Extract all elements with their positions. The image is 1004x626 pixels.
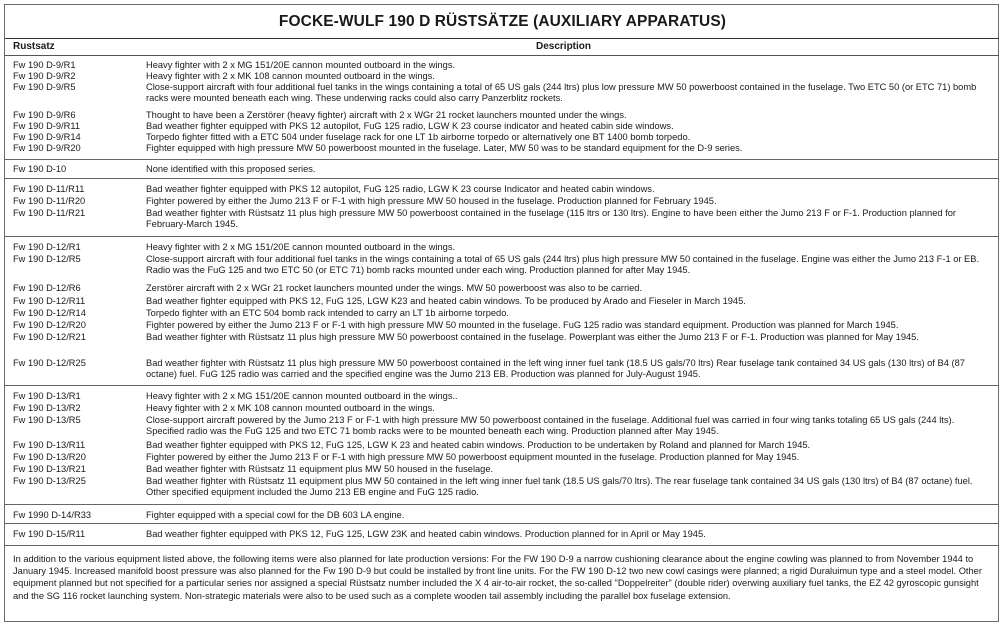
group-separator: [5, 178, 999, 179]
row-description: Bad weather fighter equipped with PKS 12 autopilot, FuG 125 radio, LGW K 23 course Indicator and heated cabin windows.: [146, 184, 655, 194]
rustsatz-code: Fw 190 D-12/R11: [13, 296, 86, 306]
rustsatz-code: Fw 190 D-13/R1: [13, 391, 81, 401]
row-description: Fighter powered by either the Jumo 213 F or F-1 with high pressure MW 50 powerboost equipment mounted in the fuselage. Production planned for May 1945.: [146, 452, 800, 462]
group-separator: [5, 504, 999, 505]
rustsatz-code: Fw 190 D-9/R5: [13, 82, 76, 92]
row-description: Heavy fighter with 2 x MG 151/20E cannon mounted outboard in the wings..: [146, 391, 458, 401]
title-rule: [5, 38, 999, 39]
rustsatz-code: Fw 190 D-11/R21: [13, 208, 86, 218]
group-separator: [5, 236, 999, 237]
rustsatz-code: Fw 190 D-9/R20: [13, 143, 81, 153]
row-description: Close-support aircraft powered by the Jumo 213 F or F-1 with high pressure MW 50 powerboost contained in the fuselage. Additional fuel was carried in four wing tanks totaling 65 US gals (244 lts). Specified radio was the FuG 125 and two ETC 71 bomb racks were to be mounted beneath each wing. Production planned after May 1945.: [146, 415, 955, 436]
row-description: Fighter equipped with a special cowl for the DB 603 LA engine.: [146, 510, 405, 520]
row-description: Torpedo fighter with an ETC 504 bomb rack intended to carry an LT 1b airborne torpedo.: [146, 308, 509, 318]
row-description: Close-support aircraft with four additional fuel tanks in the wings containing a total of 65 US gals (244 ltrs) plus low pressure MW 50 powerboost contained in the fuselage. Two ETC 50 (or ETC 71) bomb racks were mounted beneath each wing. These underwing racks could also carry Panzerblitz rockets.: [146, 82, 977, 103]
row-description: Heavy fighter with 2 x MK 108 cannon mounted outboard in the wings.: [146, 403, 435, 413]
group-separator: [5, 159, 999, 160]
row-description: Zerstörer aircraft with 2 x WGr 21 rocket launchers mounted under the wings. MW 50 powerboost was also to be carried.: [146, 283, 643, 293]
row-description: Bad weather fighter with Rüstsatz 11 plus high pressure MW 50 powerboost contained in the left wing inner fuel tank (18.5 US gals/70 ltrs) Rear fuselage tank contained 34 US gals (130 ltrs) of B4 (87 octane) fuel. FuG 125 radio was carried and the specified engine was the Jumo 213 EB. Production was planned for July-August 1945.: [146, 358, 965, 379]
rustsatz-code: Fw 190 D-9/R2: [13, 71, 76, 81]
rustsatz-code: Fw 190 D-9/R6: [13, 110, 76, 120]
column-header-rustsatz: Rustsatz: [13, 41, 55, 52]
row-description: Fighter powered by either the Jumo 213 F or F-1 with high pressure MW 50 housed in the fuselage. Production planned for February 1945.: [146, 196, 717, 206]
row-description: None identified with this proposed series.: [146, 164, 316, 174]
rustsatz-code: Fw 190 D-13/R11: [13, 440, 86, 450]
rustsatz-code: Fw 190 D-12/R1: [13, 242, 81, 252]
rustsatz-code: Fw 190 D-13/R25: [13, 476, 86, 486]
page-title: FOCKE-WULF 190 D RÜSTSÄTZE (AUXILIARY APPARATUS): [278, 13, 727, 30]
row-description: Bad weather fighter with Rüstsatz 11 equipment plus MW 50 contained in the left wing inner fuel tank (18.5 US gals/70 ltrs). The rear fuselage tank contained 34 US gals (130 ltrs) of B4 (87 octane) fuel. Other specified equipment included the Jumo 213 EB engine and FuG 125 radio.: [146, 476, 973, 497]
row-description: Bad weather fighter equipped with PKS 12, FuG 125, LGW 23K and heated cabin windows. Production planned for in April or May 1945.: [146, 529, 706, 539]
rustsatz-code: Fw 190 D-10: [13, 164, 67, 174]
rustsatz-code: Fw 190 D-12/R14: [13, 308, 86, 318]
rustsatz-code: Fw 190 D-13/R21: [13, 464, 86, 474]
rustsatz-code: Fw 190 D-12/R21: [13, 332, 86, 342]
rustsatz-code: Fw 190 D-9/R11: [13, 121, 80, 131]
header-rule: [5, 55, 999, 56]
rustsatz-code: Fw 190 D-11/R20: [13, 196, 86, 206]
row-description: Bad weather fighter with Rüstsatz 11 plus high pressure MW 50 powerboost contained in the fuselage (115 ltrs or 130 ltrs). Engine to have been either the Jumo 213 F or F-1. Production planned for February-March 1945.: [146, 208, 956, 229]
rustsatz-code: Fw 190 D-13/R2: [13, 403, 81, 413]
row-description: Bad weather fighter equipped with PKS 12 autopilot, FuG 125 radio, LGW K 23 course indicator and heated cabin side windows.: [146, 121, 674, 131]
rustsatz-code: Fw 190 D-15/R11: [13, 529, 86, 539]
group-separator: [5, 385, 999, 386]
rustsatz-code: Fw 190 D-9/R1: [13, 60, 76, 70]
row-description: Heavy fighter with 2 x MK 108 cannon mounted outboard in the wings.: [146, 71, 435, 81]
rustsatz-code: Fw 190 D-9/R14: [13, 132, 81, 142]
row-description: Heavy fighter with 2 x MG 151/20E cannon mounted outboard in the wings.: [146, 242, 456, 252]
row-description: Bad weather fighter equipped with PKS 12, FuG 125, LGW K23 and heated cabin windows. To be produced by Arado and Fieseler in March 1945.: [146, 296, 746, 306]
rustsatz-code: Fw 190 D-13/R20: [13, 452, 86, 462]
row-description: Torpedo fighter fitted with a ETC 504 under fuselage rack for one LT 1b airborne torpedo or alternatively one BT 1400 bomb torpedo.: [146, 132, 691, 142]
group-separator: [5, 523, 999, 524]
row-description: Heavy fighter with 2 x MG 151/20E cannon mounted outboard in the wings.: [146, 60, 456, 70]
rustsatz-code: Fw 1990 D-14/R33: [13, 510, 92, 520]
rustsatz-code: Fw 190 D-12/R25: [13, 358, 86, 368]
rustsatz-code: Fw 190 D-12/R20: [13, 320, 86, 330]
rustsatz-code: Fw 190 D-12/R5: [13, 254, 81, 264]
row-description: Bad weather fighter with Rüstsatz 11 equipment plus MW 50 housed in the fuselage.: [146, 464, 494, 474]
row-description: Bad weather fighter with Rüstsatz 11 plus high pressure MW 50 powerboost contained in the fuselage. Powerplant was either the Jumo 213 F or F-1. Production was planned for May 1945.: [146, 332, 919, 342]
column-header-description: Description: [536, 41, 592, 52]
row-description: Fighter equipped with high pressure MW 50 powerboost mounted in the fuselage. Later, MW 50 was to be standard equipment for the D-9 series.: [146, 143, 743, 153]
rustsatz-code: Fw 190 D-11/R11: [13, 184, 85, 194]
rustsatz-code: Fw 190 D-12/R6: [13, 283, 81, 293]
group-separator: [5, 545, 999, 546]
rustsatz-code: Fw 190 D-13/R5: [13, 415, 81, 425]
row-description: Close-support aircraft with four additional fuel tanks in the wings containing a total of 65 US gals (244 ltrs) plus high pressure MW 50 contained in the fuselage. Engine was either the Jumo 213 F-1 or EB. Radio was the FuG 125 and two ETC 50 (or ETC 71) bomb racks mounted under each wing. Production planned for after May 1945.: [146, 254, 980, 275]
row-description: Bad weather fighter equipped with PKS 12, FuG 125, LGW K 23 and heated cabin windows. Production to be undertaken by Roland and planned for March 1945.: [146, 440, 811, 450]
footnote-paragraph: In addition to the various equipment listed above, the following items were also planned for late production versions: For the FW 190 D-9 a narrow cushioning clearance about the engine cowling was planned to from November 1944 to January 1945. Increased manifold boost pressure was also planned for the Fw 190 D-9 but could be installed by front line units. For the FW 190 D-12 two new cowl casings were planned; a rigid Duraluimun type and a steel model. Other equipment planned but not specified for a particular series nor assigned a special Rüstsatz number included the X 4 air-to-air rocket, the so-called "Doppelreiter" (double rider) overwing auxiliary fuel tanks, the EZ 42 gyroscopic gunsight and the SG 116 rocket launching system. Non-strategic materials were also to be used such as a complete wooden tail assembly including the parallel box fuselage extension.: [13, 554, 982, 601]
row-description: Fighter powered by either the Jumo 213 F or F-1 with high pressure MW 50 mounted in the fuselage. FuG 125 radio was standard equipment. Production was planned for March 1945.: [146, 320, 899, 330]
row-description: Thought to have been a Zerstörer (heavy fighter) aircraft with 2 x WGr 21 rocket launchers mounted under the wings.: [146, 110, 627, 120]
